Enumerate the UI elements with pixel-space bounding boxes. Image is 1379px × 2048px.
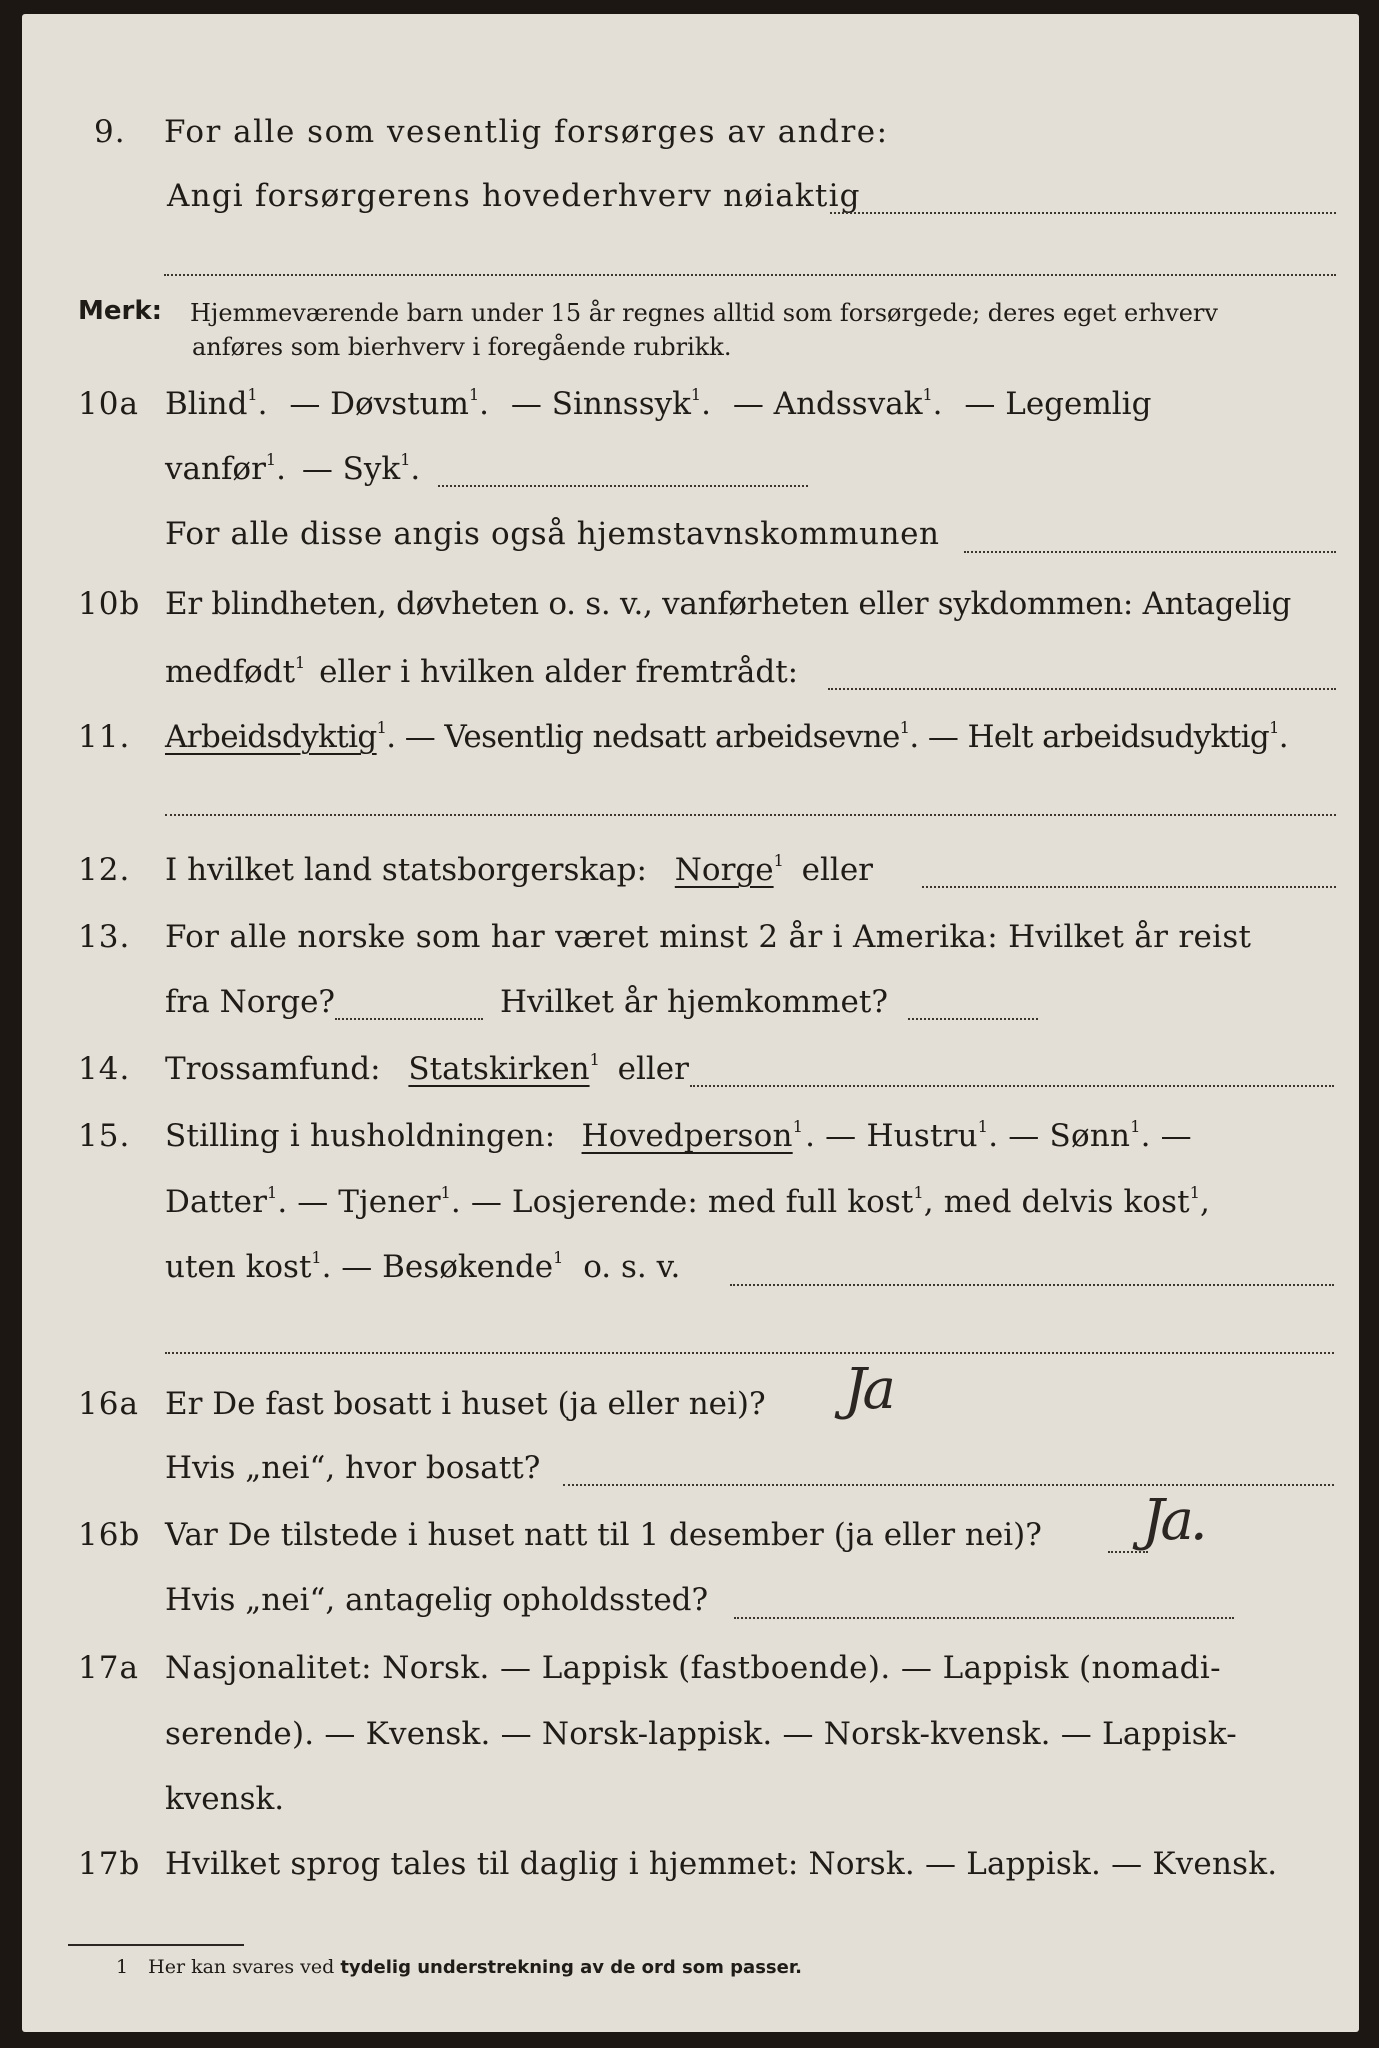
option-datter[interactable]: Datter <box>165 1184 268 1220</box>
q10a-line3: For alle disse angis også hjemstavnskommunen <box>165 516 940 552</box>
q17a-number: 17a <box>78 1650 139 1686</box>
q16a-line2: Hvis „nei“, hvor bosatt? <box>165 1450 541 1486</box>
q15-number: 15. <box>78 1118 131 1154</box>
option-syk[interactable]: — Syk <box>301 451 401 487</box>
option-hovedperson[interactable]: Hovedperson <box>581 1118 793 1154</box>
q10a-line1: Blind$^1$. — Døvstum$^1$. — Sinnssyk$^1$. — Andssvak$^1$. — Legemlig <box>165 385 1152 422</box>
q16b-handwritten-answer[interactable]: Ja. <box>1142 1488 1204 1553</box>
q11-line: Arbeidsdyktig$^1$. — Vesentlig nedsatt arbeidsevne$^1$. — Helt arbeidsudyktig$^1$. <box>165 718 1289 755</box>
q11-number: 11. <box>78 719 131 755</box>
q14-answer-line[interactable] <box>690 1085 1334 1087</box>
q16a-answer-line[interactable] <box>563 1484 1334 1486</box>
q10a-number: 10a <box>78 386 139 422</box>
q17b-number: 17b <box>78 1846 141 1882</box>
q15-line1: Stilling i husholdningen: Hovedperson$^1$. — Hustru$^1$. — Sønn$^1$. — <box>165 1117 1192 1154</box>
q17a-line2: serende). — Kvensk. — Norsk-lappisk. — Norsk-kvensk. — Lappisk- <box>165 1716 1237 1752</box>
q16a-number: 16a <box>78 1386 139 1422</box>
q12-answer-line[interactable] <box>922 886 1336 888</box>
option-dovstum[interactable]: — Døvstum <box>289 386 469 422</box>
q10b-answer-line[interactable] <box>828 688 1336 690</box>
q13-line1: For alle norske som har været minst 2 år i Amerika: Hvilket år reist <box>165 919 1252 955</box>
option-medfodt[interactable]: medfødt <box>165 654 296 690</box>
q13-line2b: Hvilket år hjemkommet? <box>500 984 888 1020</box>
q17b-line1: Hvilket sprog tales til daglig i hjemmet: Norsk. — Lappisk. — Kvensk. <box>165 1846 1278 1882</box>
q10b-line2: medfødt$^1$ eller i hvilken alder fremtrådt: <box>165 653 799 690</box>
q9-number: 9. <box>94 114 126 150</box>
q11-answer-line[interactable] <box>165 814 1336 816</box>
q15-line3: uten kost$^1$. — Besøkende$^1$ o. s. v. <box>165 1248 681 1285</box>
q13-year-left-line[interactable] <box>335 1018 483 1020</box>
q10a-line2: vanfør$^1$. — Syk$^1$. <box>165 450 421 487</box>
q15-answer-line[interactable] <box>730 1284 1334 1286</box>
option-andssvak[interactable]: — Andssvak <box>732 386 923 422</box>
q9-answer-line-2[interactable] <box>164 274 1336 276</box>
footnote-mark: 1 <box>116 1956 129 1978</box>
q16b-answer-line[interactable] <box>734 1617 1234 1619</box>
merk-label: Merk: <box>78 296 163 326</box>
footnote-rule <box>68 1944 244 1946</box>
q9-line1: For alle som vesentlig forsørges av andre: <box>164 114 889 150</box>
merk-line1: Hjemmeværende barn under 15 år regnes alltid som forsørgede; deres eget erhverv <box>190 299 1218 327</box>
q12-line: I hvilket land statsborgerskap: Norge$^1$ eller <box>165 851 873 888</box>
option-vanfor[interactable]: vanfør <box>165 451 266 487</box>
q16b-line1: Var De tilstede i huset natt til 1 desember (ja eller nei)? <box>165 1517 1042 1553</box>
option-uten-kost[interactable]: uten kost <box>165 1249 312 1285</box>
q16a-handwritten-answer[interactable]: Ja <box>844 1357 892 1422</box>
census-form-page <box>22 14 1359 2032</box>
option-blind[interactable]: Blind <box>165 386 248 422</box>
q15-answer-line-2[interactable] <box>165 1352 1334 1354</box>
q10a-hometown-line[interactable] <box>964 551 1336 553</box>
footnote: 1 Her kan svares ved tydelig understrekning av de ord som passer. <box>116 1956 802 1978</box>
q10b-line1: Er blindheten, døvheten o. s. v., vanførheten eller sykdommen: Antagelig <box>165 586 1292 622</box>
q9-answer-line[interactable] <box>830 212 1336 214</box>
option-norge[interactable]: Norge <box>674 852 774 888</box>
q9-line2: Angi forsørgerens hovederhverv nøiaktig <box>167 178 861 214</box>
q13-number: 13. <box>78 919 131 955</box>
option-sinnssyk[interactable]: — Sinnssyk <box>510 386 691 422</box>
q15-line2: Datter$^1$. — Tjener$^1$. — Losjerende: med full kost$^1$, med delvis kost$^1$, <box>165 1183 1210 1220</box>
q10a-answer-line[interactable] <box>438 485 808 487</box>
option-udyktig[interactable]: . — Helt arbeidsudyktig <box>909 719 1270 755</box>
q16a-line1: Er De fast bosatt i huset (ja eller nei)? <box>165 1386 766 1422</box>
q12-number: 12. <box>78 852 131 888</box>
option-delvis-kost[interactable]: , med delvis kost <box>923 1184 1190 1220</box>
option-arbeidsdyktig[interactable]: Arbeidsdyktig <box>165 719 377 755</box>
option-full-kost[interactable]: . — Losjerende: med full kost <box>450 1184 914 1220</box>
option-besokende[interactable]: . — Besøkende <box>321 1249 554 1285</box>
option-sonn[interactable]: . — Sønn <box>988 1118 1131 1154</box>
q10b-number: 10b <box>78 586 141 622</box>
q16b-number: 16b <box>78 1517 141 1553</box>
option-hustru[interactable]: . — Hustru <box>805 1118 978 1154</box>
option-nedsatt[interactable]: . — Vesentlig nedsatt arbeidsevne <box>386 719 900 755</box>
option-tjener[interactable]: . — Tjener <box>277 1184 441 1220</box>
merk-line2: anføres som bierhverv i foregående rubrikk. <box>192 333 732 361</box>
option-legemlig[interactable]: — Legemlig <box>964 386 1152 422</box>
q14-line: Trossamfund: Statskirken$^1$ eller <box>165 1050 689 1087</box>
option-statskirken[interactable]: Statskirken <box>408 1051 590 1087</box>
q14-number: 14. <box>78 1051 131 1087</box>
q13-line2a: fra Norge? <box>165 984 336 1020</box>
q17a-line1: Nasjonalitet: Norsk. — Lappisk (fastboende). — Lappisk (nomadi- <box>165 1650 1222 1686</box>
q17a-line3: kvensk. <box>165 1781 285 1817</box>
q16b-line2: Hvis „nei“, antagelig opholdssted? <box>165 1582 709 1618</box>
q13-year-returned-line[interactable] <box>908 1018 1038 1020</box>
